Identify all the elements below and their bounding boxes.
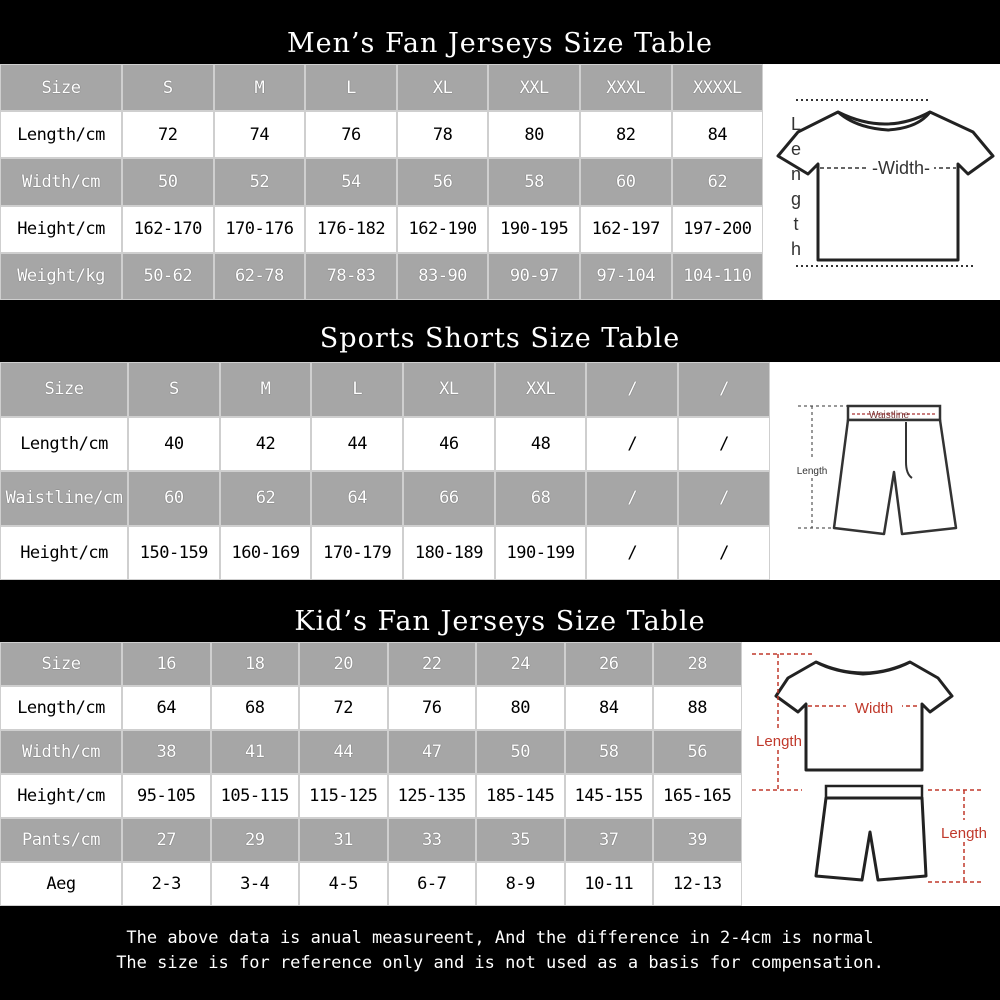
mens-table-cell: 190-195 (488, 206, 580, 253)
mens-row-label: Length/cm (0, 111, 122, 158)
mens-table-cell: 162-190 (397, 206, 489, 253)
kids-table-cell: 41 (211, 730, 300, 774)
shorts-table-cell: 64 (311, 471, 403, 526)
mens-row-label: Height/cm (0, 206, 122, 253)
shorts-table-cell: 68 (495, 471, 587, 526)
mens-row-label: Weight/kg (0, 253, 122, 300)
kids-table-cell: 35 (476, 818, 565, 862)
kids-table-cell: 37 (565, 818, 654, 862)
kids-table-cell: 31 (299, 818, 388, 862)
shorts-size-table (0, 362, 770, 580)
mens-table-cell: 83-90 (397, 253, 489, 300)
kids-row-label: Height/cm (0, 774, 122, 818)
kids-table-cell: 80 (476, 686, 565, 730)
kids-table-cell: 44 (299, 730, 388, 774)
shorts-table-cell: 60 (128, 471, 220, 526)
shorts-table-cell: 180-189 (403, 526, 495, 581)
kids-table-cell: 2-3 (122, 862, 211, 906)
mens-table-cell: 170-176 (214, 206, 306, 253)
kids-table-cell: 18 (211, 642, 300, 686)
shorts-table-cell: 44 (311, 417, 403, 472)
shorts-table-cell: / (586, 417, 678, 472)
mens-table-cell: 104-110 (672, 253, 764, 300)
kids-table-cell: 56 (653, 730, 742, 774)
shorts-waist-label: Waistline (868, 410, 910, 421)
kids-table-cell: 68 (211, 686, 300, 730)
mens-table-cell: 52 (214, 158, 306, 205)
mens-table-cell: 74 (214, 111, 306, 158)
shorts-length-label: Length (796, 466, 828, 477)
mens-table-cell: 60 (580, 158, 672, 205)
mens-table-cell: 76 (305, 111, 397, 158)
mens-table-cell: 82 (580, 111, 672, 158)
kids-table-cell: 33 (388, 818, 477, 862)
mens-row-label: Size (0, 64, 122, 111)
mens-length-letter: e (790, 139, 802, 159)
kids-table-cell: 26 (565, 642, 654, 686)
mens-table-cell: 162-197 (580, 206, 672, 253)
shorts-table-cell: 66 (403, 471, 495, 526)
mens-table-cell: XXXXL (672, 64, 764, 111)
mens-table-cell: 78-83 (305, 253, 397, 300)
kids-table-cell: 6-7 (388, 862, 477, 906)
kids-table-cell: 16 (122, 642, 211, 686)
kids-table-cell: 3-4 (211, 862, 300, 906)
shorts-table-cell: / (678, 362, 770, 417)
kids-table-cell: 58 (565, 730, 654, 774)
shorts-table-cell: 160-169 (220, 526, 312, 581)
mens-table-cell: M (214, 64, 306, 111)
kids-table-cell: 27 (122, 818, 211, 862)
mens-table-cell: 176-182 (305, 206, 397, 253)
kids-table-cell: 165-165 (653, 774, 742, 818)
mens-table-cell: 50-62 (122, 253, 214, 300)
shorts-title: Sports Shorts Size Table (0, 318, 1000, 360)
mens-table-cell: 54 (305, 158, 397, 205)
mens-length-letter: L (790, 114, 802, 134)
shorts-table-cell: S (128, 362, 220, 417)
kids-row-label: Length/cm (0, 686, 122, 730)
mens-table-cell: 78 (397, 111, 489, 158)
kids-table-cell: 38 (122, 730, 211, 774)
mens-table-cell: 72 (122, 111, 214, 158)
kids-table-cell: 28 (653, 642, 742, 686)
shorts-row-label: Waistline/cm (0, 471, 128, 526)
shorts-table-cell: 190-199 (495, 526, 587, 581)
kids-table-cell: 4-5 (299, 862, 388, 906)
kids-table-cell: 185-145 (476, 774, 565, 818)
mens-table-cell: S (122, 64, 214, 111)
mens-table-cell: XXL (488, 64, 580, 111)
mens-table-cell: 80 (488, 111, 580, 158)
mens-length-letter: t (793, 214, 799, 234)
shorts-table-cell: 62 (220, 471, 312, 526)
shorts-table-cell: 150-159 (128, 526, 220, 581)
mens-table-cell: 90-97 (488, 253, 580, 300)
kids-title: Kid’s Fan Jerseys Size Table (0, 602, 1000, 642)
footer-note-line-1: The above data is anual measureent, And the difference in 2-4cm is normal (126, 928, 874, 948)
shorts-table-cell: / (678, 417, 770, 472)
mens-table-cell: 50 (122, 158, 214, 205)
kids-table-cell: 20 (299, 642, 388, 686)
kids-table-cell: 125-135 (388, 774, 477, 818)
kids-table-cell: 8-9 (476, 862, 565, 906)
footer-note-line-2: The size is for reference only and is not used as a basis for compensation. (116, 953, 884, 973)
mens-table-cell: XXXL (580, 64, 672, 111)
kids-length-label-bottom: Length (941, 825, 987, 842)
kids-set-diagram (742, 642, 1000, 906)
mens-table-cell: 197-200 (672, 206, 764, 253)
mens-table-cell: L (305, 64, 397, 111)
kids-table-cell: 72 (299, 686, 388, 730)
shorts-table-cell: / (586, 362, 678, 417)
mens-length-letter: n (790, 164, 802, 184)
kids-table-cell: 47 (388, 730, 477, 774)
shorts-table-cell: / (678, 471, 770, 526)
kids-row-label: Pants/cm (0, 818, 122, 862)
mens-table-cell: 62 (672, 158, 764, 205)
shorts-table-cell: / (678, 526, 770, 581)
mens-length-letter: h (790, 239, 802, 259)
shorts-table-cell: L (311, 362, 403, 417)
shorts-table-cell: / (586, 526, 678, 581)
kids-table-cell: 64 (122, 686, 211, 730)
shorts-table-cell: 46 (403, 417, 495, 472)
shorts-table-cell: XXL (495, 362, 587, 417)
mens-width-label: -Width- (872, 158, 930, 178)
kids-table-cell: 29 (211, 818, 300, 862)
shorts-table-cell: 170-179 (311, 526, 403, 581)
mens-title: Men’s Fan Jerseys Size Table (0, 24, 1000, 64)
kids-table-cell: 95-105 (122, 774, 211, 818)
kids-table-cell: 88 (653, 686, 742, 730)
shorts-row-label: Length/cm (0, 417, 128, 472)
kids-length-label-top: Length (756, 733, 802, 750)
kids-row-label: Size (0, 642, 122, 686)
mens-table-cell: 97-104 (580, 253, 672, 300)
shorts-diagram (772, 362, 1000, 580)
shorts-table-cell: XL (403, 362, 495, 417)
kids-table-cell: 39 (653, 818, 742, 862)
kids-table-cell: 84 (565, 686, 654, 730)
kids-table-cell: 115-125 (299, 774, 388, 818)
mens-table-cell: 162-170 (122, 206, 214, 253)
kids-table-cell: 22 (388, 642, 477, 686)
kids-table-cell: 10-11 (565, 862, 654, 906)
kids-table-cell: 105-115 (211, 774, 300, 818)
kids-size-table (0, 642, 742, 906)
kids-row-label: Aeg (0, 862, 122, 906)
kids-panel (0, 642, 1000, 906)
shorts-table-cell: 42 (220, 417, 312, 472)
shorts-table-cell: / (586, 471, 678, 526)
shorts-table-cell: 48 (495, 417, 587, 472)
mens-size-table (0, 64, 763, 300)
mens-panel (0, 64, 1000, 300)
kids-table-cell: 12-13 (653, 862, 742, 906)
shorts-table-cell: M (220, 362, 312, 417)
mens-table-cell: 56 (397, 158, 489, 205)
shorts-table-cell: 40 (128, 417, 220, 472)
shorts-row-label: Size (0, 362, 128, 417)
kids-row-label: Width/cm (0, 730, 122, 774)
mens-table-cell: 58 (488, 158, 580, 205)
shorts-row-label: Height/cm (0, 526, 128, 581)
kids-width-label: Width (854, 700, 894, 717)
mens-row-label: Width/cm (0, 158, 122, 205)
mens-table-cell: 62-78 (214, 253, 306, 300)
kids-table-cell: 24 (476, 642, 565, 686)
kids-table-cell: 76 (388, 686, 477, 730)
mens-table-cell: 84 (672, 111, 764, 158)
shorts-panel (0, 362, 1000, 580)
mens-table-cell: XL (397, 64, 489, 111)
mens-length-letter: g (790, 189, 802, 209)
kids-table-cell: 145-155 (565, 774, 654, 818)
mens-jersey-diagram (768, 64, 1000, 300)
kids-table-cell: 50 (476, 730, 565, 774)
